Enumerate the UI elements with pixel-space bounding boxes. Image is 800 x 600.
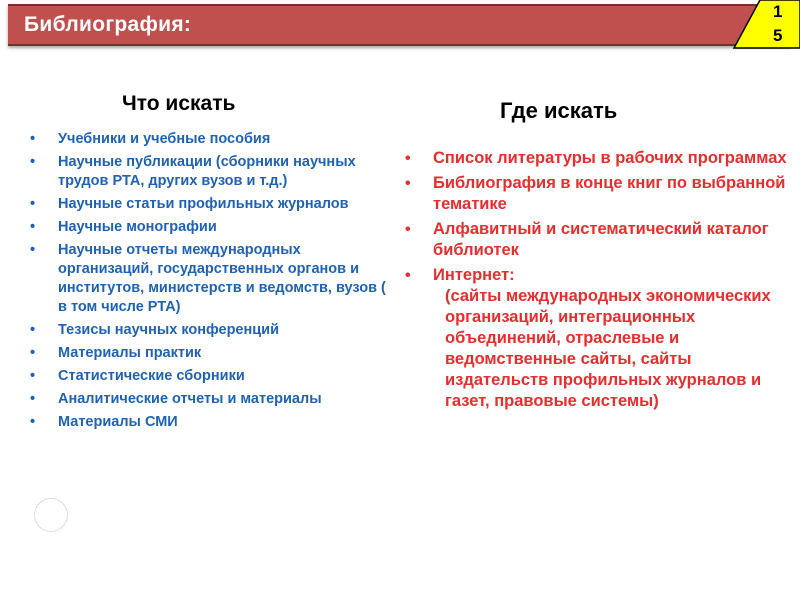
list-item: • Тезисы научных конференций	[30, 322, 279, 338]
decorative-circle	[34, 498, 68, 532]
page-number-digit-2: 5	[773, 26, 783, 45]
list-item: • Научные публикации (сборники научных трудов РТА, других вузов и т.д.)	[30, 154, 356, 189]
bullet-icon: •	[30, 345, 36, 361]
bullet-icon: •	[30, 322, 36, 338]
bullet-icon: •	[30, 368, 36, 384]
slide-title: Библиография:	[24, 13, 192, 36]
bullet-icon: •	[30, 242, 36, 258]
list-item: • Научные статьи профильных журналов	[30, 196, 349, 212]
what-to-search-list	[30, 130, 395, 436]
page-number-badge	[720, 0, 800, 50]
bullet-icon: •	[30, 196, 36, 212]
list-item: • Интернет: (сайты международных экономических организаций, интеграционных объединений, отраслевые и ведомственные сайты, сайты издательств профильных журналов и газет, правовые системы)	[405, 265, 790, 412]
bullet-icon: •	[30, 131, 36, 147]
list-item: • Статистические сборники	[30, 368, 245, 384]
bullet-icon: •	[30, 414, 36, 430]
list-item: • Список литературы в рабочих программах	[405, 149, 787, 167]
bullet-icon: •	[30, 219, 36, 235]
left-column-heading: Что искать	[122, 92, 236, 115]
list-item: • Материалы СМИ	[30, 414, 178, 430]
bullet-icon: •	[30, 154, 36, 170]
list-item: • Алфавитный и систематический каталог библиотек	[405, 220, 769, 259]
bullet-icon: •	[405, 175, 411, 192]
where-to-search-list	[405, 148, 790, 416]
internet-details: (сайты международных экономических организаций, интеграционных объединений, отраслевые и ведомственные сайты, сайты издательств профильных журналов и газет, правовые системы)	[445, 287, 771, 410]
bullet-icon: •	[405, 221, 411, 238]
list-item: • Аналитические отчеты и материалы	[30, 391, 322, 407]
bullet-icon: •	[30, 391, 36, 407]
list-item: • Библиография в конце книг по выбранной тематике	[405, 174, 786, 213]
page-number-digit-1: 1	[773, 2, 783, 21]
list-item: • Научные монографии	[30, 219, 217, 235]
list-item: • Учебники и учебные пособия	[30, 131, 271, 147]
header-bar	[8, 4, 791, 46]
right-column-heading: Где искать	[500, 98, 618, 123]
bullet-icon: •	[405, 150, 411, 167]
list-item: • Материалы практик	[30, 345, 202, 361]
badge-shape-icon	[720, 0, 800, 50]
list-item: • Научные отчеты международных организаций, государственных органов и институтов, министерств и ведомств, вузов ( в том числе РТА)	[30, 242, 386, 315]
bullet-icon: •	[405, 267, 411, 284]
